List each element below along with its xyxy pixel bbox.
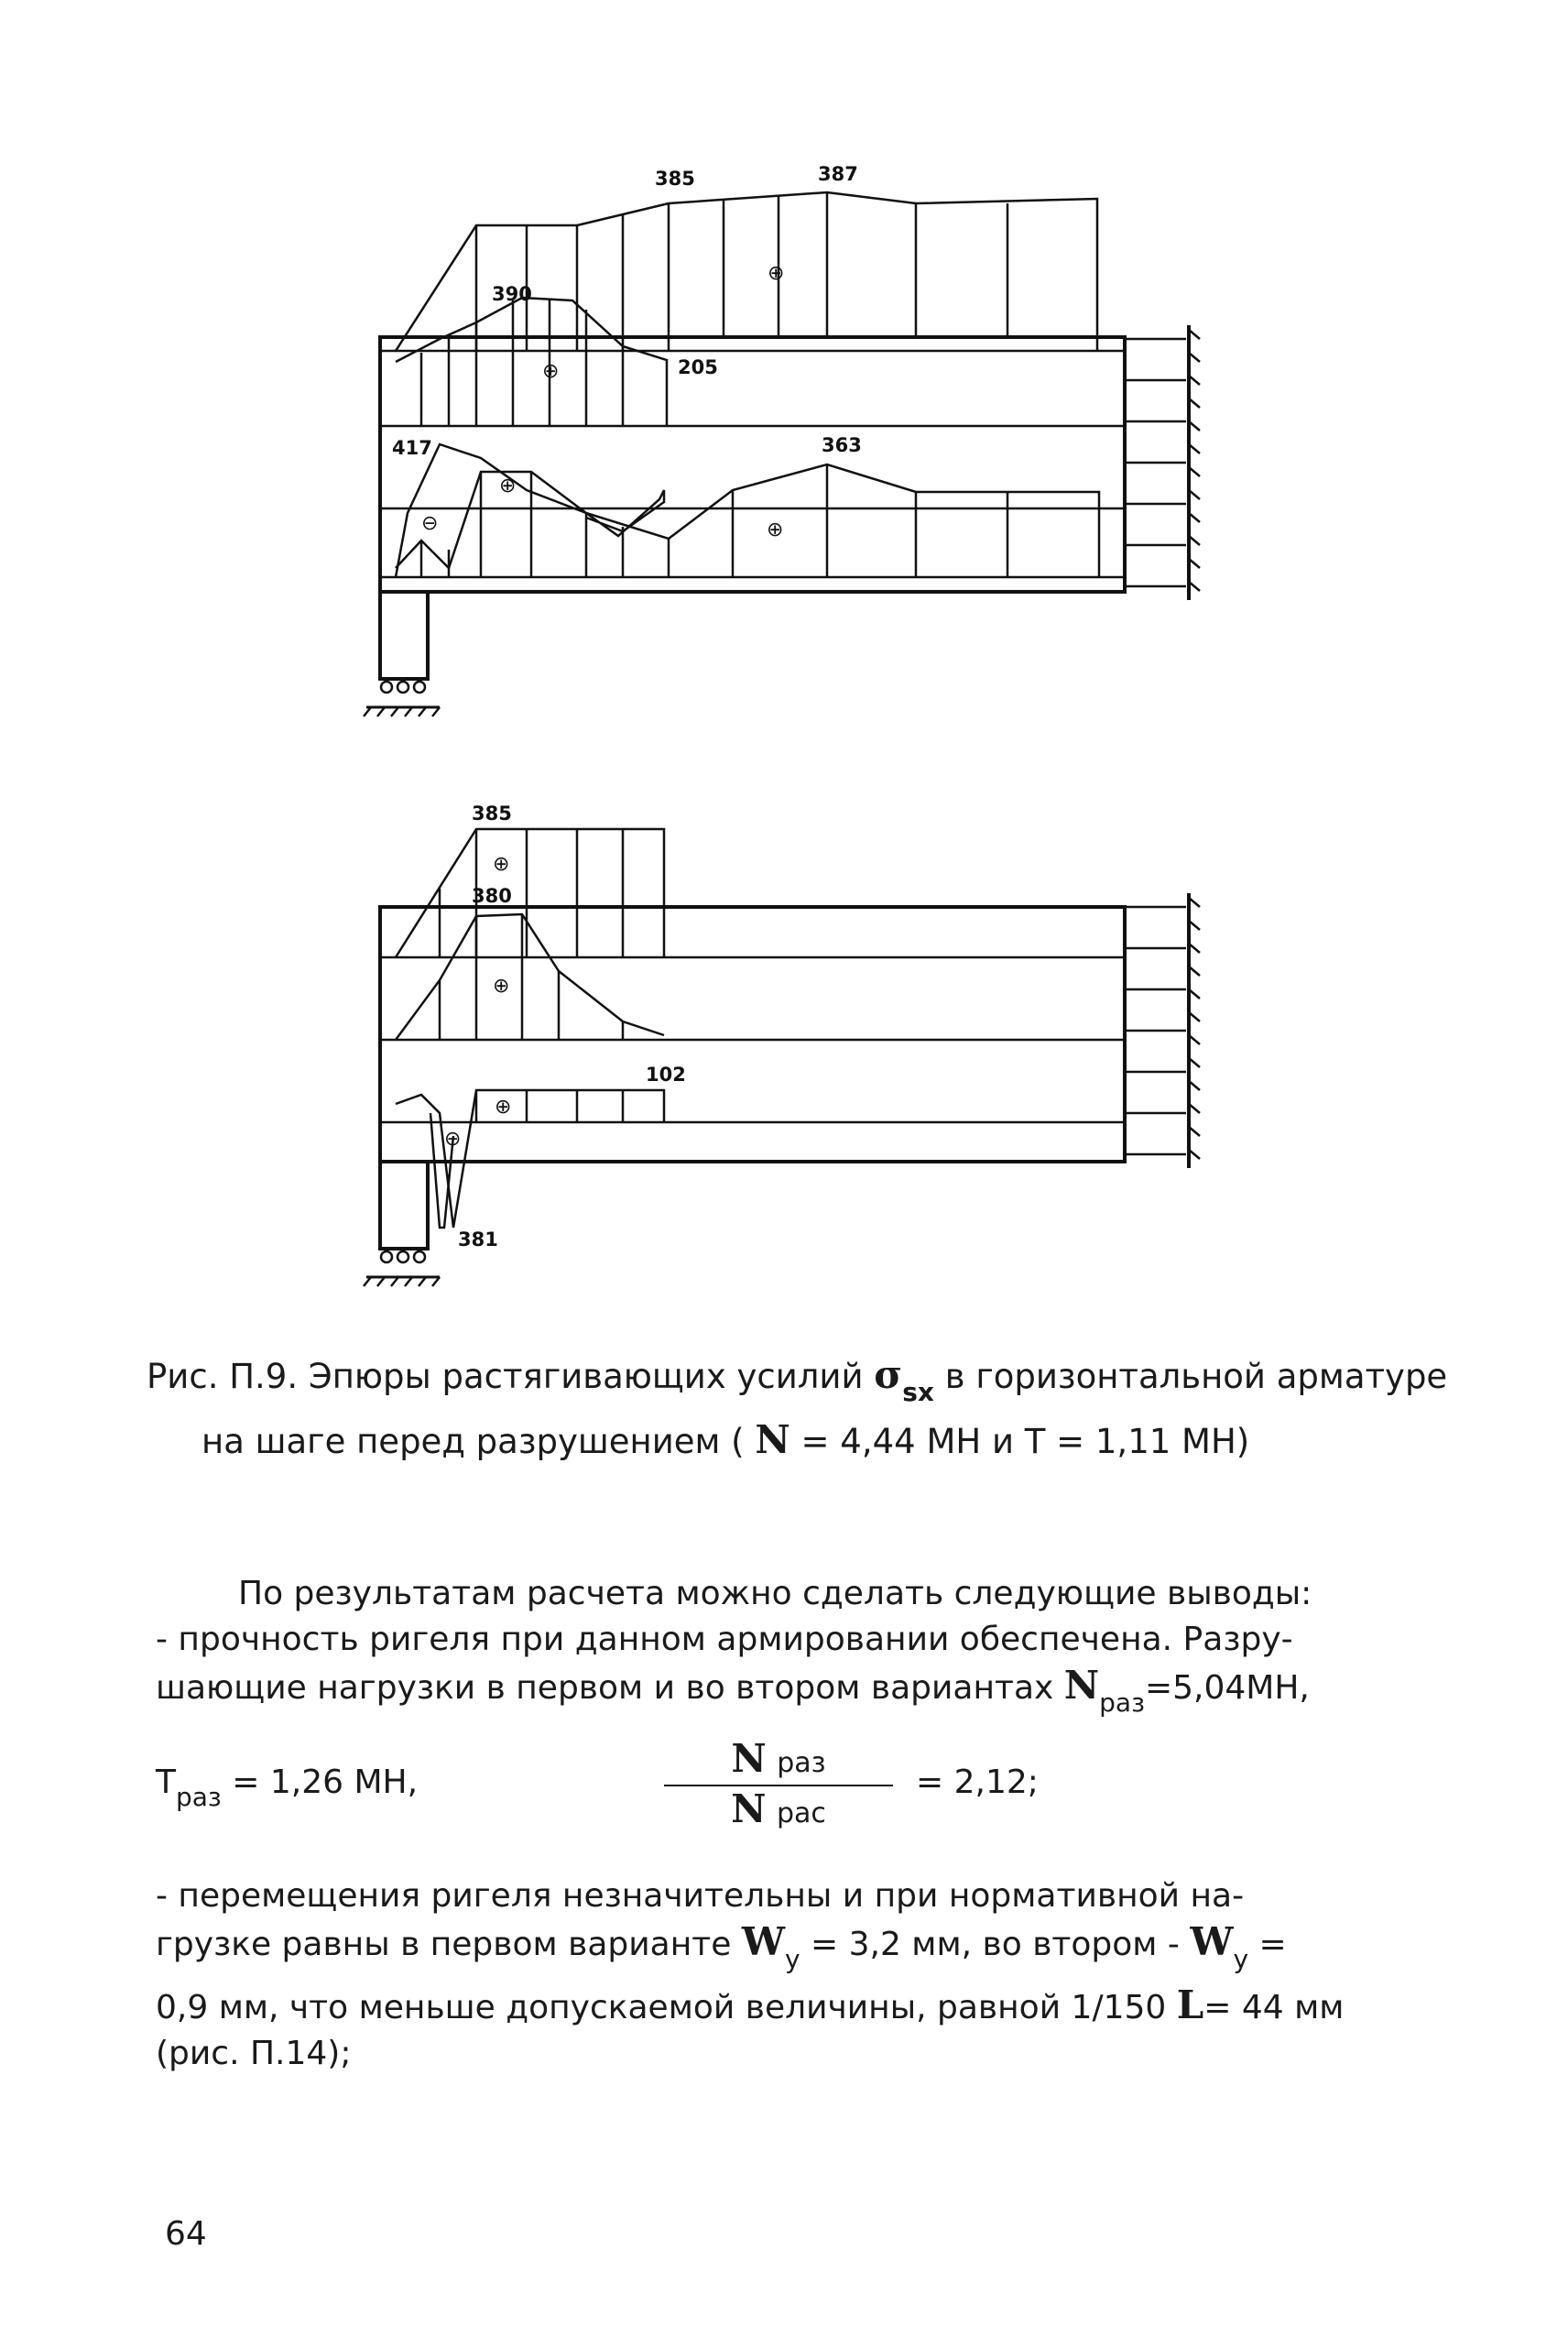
n-symbol: N: [755, 1417, 790, 1462]
sigma-symbol: σ: [874, 1352, 903, 1397]
plus-sign-1: ⊕: [768, 262, 785, 285]
plus-sign-2: ⊕: [493, 975, 510, 998]
caption-line-2: на шаге перед разрушением ( N = 4,44 МН и Т = 1,11 МН): [201, 1417, 1250, 1462]
label-387: 387: [818, 163, 858, 185]
minus-sign-1: ⊖: [444, 1128, 462, 1151]
label-385: 385: [655, 168, 695, 190]
label-102: 102: [646, 1064, 686, 1086]
right-support-hinges: [1125, 893, 1200, 1168]
plus-sign-4: ⊕: [767, 519, 784, 541]
body-paragraph-2: - перемещения ригеля незначительны и при нормативной на- грузке равны в первом варианте $W_y = 3,2$ мм, во втором - $W_y$ = 0,9 мм, что меньше допускаемой величины, равной 1/150 L= 44 мм (рис. П.14);: [156, 1877, 1345, 2072]
beam-outline: [380, 907, 1125, 1162]
page-number: 64: [165, 2215, 207, 2253]
plus-sign-3: ⊕: [499, 475, 517, 497]
plus-sign-1: ⊕: [493, 853, 510, 876]
minus-sign-1: ⊖: [421, 512, 439, 535]
n-symbol: N: [1063, 1663, 1100, 1708]
label-380: 380: [472, 885, 512, 907]
fraction: N раз N рас: [664, 1736, 893, 1831]
formula-line: $Т_{раз} = 1,26$ МН, N раз N рас = 2,12;: [156, 1736, 1039, 1831]
plus-sign-3: ⊕: [495, 1096, 512, 1119]
support-column: [380, 1162, 428, 1249]
label-385: 385: [472, 803, 512, 824]
label-417: 417: [392, 437, 432, 459]
sigma-subscript: sx: [902, 1377, 934, 1407]
caption-line-1: Рис. П.9. Эпюры растягивающих усилий $\sigma_{sx}$ в горизонтальной арматуре: [147, 1352, 1448, 1407]
label-390: 390: [492, 283, 532, 305]
label-363: 363: [822, 434, 862, 456]
label-381: 381: [458, 1229, 498, 1250]
plus-sign-2: ⊕: [542, 360, 560, 383]
label-205: 205: [678, 356, 718, 378]
body-paragraph-1: По результатам расчета можно сделать следующие выводы: - прочность ригеля при данном армировании обеспечена. Разру- шающие нагрузки в первом и во втором вариантах $N_{раз}=5,04МН$,: [156, 1575, 1312, 1718]
bottom-support-hinges: [364, 1251, 440, 1286]
figure-caption: [147, 1351, 1465, 1466]
